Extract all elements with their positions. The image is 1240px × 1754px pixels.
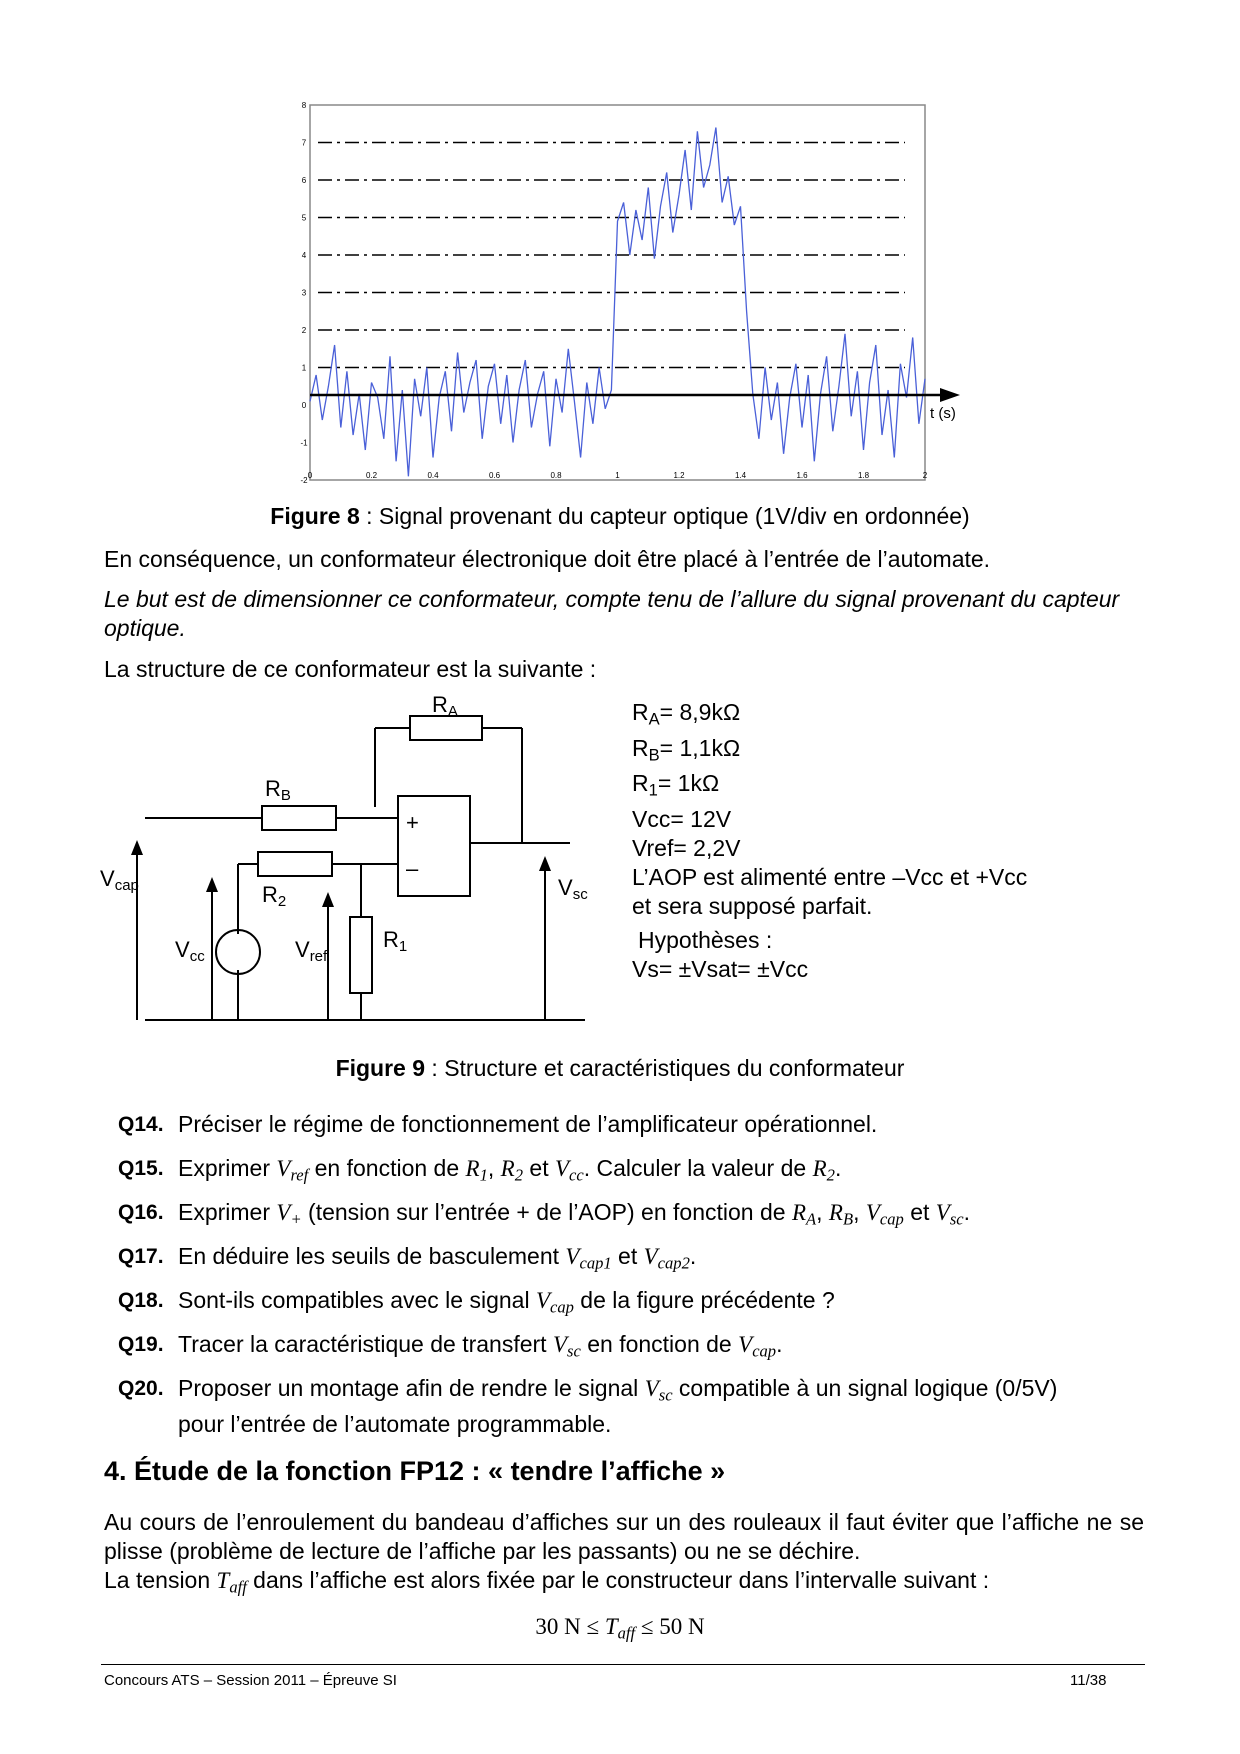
- x-tick-label: 1: [615, 471, 620, 480]
- circuit-diagram: [95, 690, 610, 1035]
- question-text: Exprimer $V_{ref}$ en fonction de $R_1$, $R_2$ et $V_{cc}$. Calculer la valeur de $R_2$.: [178, 1155, 842, 1185]
- question-number: Q16.: [118, 1201, 164, 1224]
- x-tick-label: 1.4: [734, 471, 747, 480]
- tension-inequality: 30 $N \le T_{aff} \le 50$ N: [535, 1614, 705, 1643]
- hypotheses-title: Hypothèses :: [638, 927, 773, 953]
- time-axis-arrow-icon: [940, 388, 960, 402]
- question-q16: [118, 1198, 1138, 1234]
- opamp-minus: –: [406, 856, 419, 881]
- paragraph-goal: Le but est de dimensionner ce conformateur, compte tenu de l’allure du signal provenant du capteur optique.: [104, 586, 1120, 641]
- spec-rb: $R_B= 1,1k\Omega$: [632, 734, 741, 765]
- x-tick-label: 2: [922, 471, 928, 480]
- resistor-rb: [262, 806, 336, 830]
- spec-r1: $R_1= 1k\Omega$: [632, 770, 720, 800]
- footer-left: Concours ATS – Session 2011 – Épreuve SI: [104, 1672, 397, 1689]
- question-q20: [118, 1374, 1138, 1439]
- y-tick-label: 6: [301, 176, 307, 185]
- x-tick-label: 1.6: [796, 471, 808, 480]
- question-q18: [118, 1286, 1138, 1322]
- vref-arrow-icon: [322, 892, 334, 907]
- y-tick-label: 4: [301, 251, 307, 260]
- hypotheses: [632, 926, 1132, 984]
- y-tick-label: 5: [301, 213, 307, 223]
- section-4-title: 4. Étude de la fonction FP12 : « tendre l’affiche »: [104, 1456, 726, 1486]
- x-tick-label: 0.2: [365, 471, 378, 480]
- question-text: Proposer un montage afin de rendre le signal $V_{sc}$ compatible à un signal logique (0/5V) pour l’entrée de l’automate programmable.: [178, 1375, 1058, 1437]
- x-tick-label: 0: [307, 471, 313, 480]
- y-tick-label: 3: [301, 288, 307, 298]
- section-4-paragraph: Au cours de l’enroulement du bandeau d’affiches sur un des rouleaux il faut éviter que l’affiche ne se plisse (problème de lecture de l’affiche par les passants) ou ne se déchire.: [104, 1509, 1144, 1564]
- spec-vcc: Vcc= 12V: [632, 805, 732, 832]
- vcc-source: [216, 930, 260, 974]
- vcap-arrow-icon: [131, 840, 143, 855]
- question-number: Q17.: [118, 1245, 164, 1268]
- figure9-caption-text: : Structure et caractéristiques du conformateur: [425, 1055, 905, 1081]
- spec-aop-supply: L’AOP est alimenté entre –Vcc et +Vcc: [632, 863, 1028, 890]
- label-ra: RA: [432, 692, 458, 720]
- x-tick-label: 0.4: [427, 471, 439, 480]
- label-vcc: Vcc: [175, 937, 205, 965]
- x-tick-label: 0.6: [488, 471, 501, 480]
- question-q15: [118, 1154, 1138, 1190]
- hypotheses-value: Vs= ±Vsat= ±Vcc: [632, 956, 809, 982]
- question-text: En déduire les seuils de basculement $V_{cap1}$ et $V_{cap2}$.: [178, 1243, 697, 1273]
- y-tick-label: 7: [301, 138, 307, 148]
- paragraph-structure: La structure de ce conformateur est la suivante :: [104, 656, 597, 682]
- x-tick-label: 1.8: [857, 471, 870, 480]
- footer-divider: [101, 1664, 1145, 1665]
- resistor-r1: [350, 917, 372, 993]
- label-vcap: Vcap: [100, 866, 139, 894]
- figure8-caption-text: : Signal provenant du capteur optique (1V/div en ordonnée): [359, 503, 970, 529]
- question-text: Préciser le régime de fonctionnement de l’amplificateur opérationnel.: [178, 1111, 878, 1137]
- opamp-plus: +: [406, 810, 419, 835]
- figure9-caption: [0, 1054, 1240, 1083]
- y-tick-label: -2: [300, 476, 308, 485]
- x-axis-label: t (s): [930, 405, 956, 422]
- x-tick-label: 0.8: [550, 471, 562, 480]
- question-number: Q14.: [118, 1113, 164, 1136]
- label-r1: R1: [383, 927, 408, 955]
- label-vsc: Vsc: [558, 875, 588, 903]
- y-tick-label: 8: [301, 101, 307, 110]
- y-tick-label: 2: [301, 326, 307, 335]
- resistor-ra: [410, 716, 482, 740]
- resistor-r2: [258, 852, 332, 876]
- y-tick-label: 0: [301, 401, 307, 410]
- question-number: Q19.: [118, 1333, 164, 1356]
- vsc-arrow-icon: [539, 856, 551, 871]
- figure8-caption: [0, 502, 1240, 531]
- label-rb: RB: [265, 776, 291, 804]
- label-vref: Vref: [295, 937, 328, 965]
- figure9-label: Figure 9: [335, 1055, 426, 1081]
- section-4-tension: La tension $T_{aff}$ dans l’affiche est alors fixée par le constructeur dans l’intervalle suivant :: [104, 1567, 990, 1597]
- question-number: Q20.: [118, 1377, 164, 1400]
- footer-page-number: 11/38: [1070, 1672, 1107, 1689]
- spec-aop-perfect: et sera supposé parfait.: [632, 892, 873, 919]
- question-text: Tracer la caractéristique de transfert $V_{sc}$ en fonction de $V_{cap}$.: [178, 1331, 783, 1361]
- question-q14: [118, 1110, 1138, 1139]
- label-r2: R2: [262, 882, 287, 910]
- question-q17: [118, 1242, 1138, 1278]
- spec-ra: $R_A= 8,9k\Omega$: [632, 699, 741, 729]
- circuit-specs: [632, 698, 1192, 921]
- vcc-arrow-icon: [206, 877, 218, 892]
- question-text: Exprimer $V_+$ (tension sur l’entrée + de l’AOP) en fonction de $R_A$, $R_B$, $V_{cap}$ et $V_{sc}$.: [178, 1199, 971, 1229]
- x-tick-label: 1.2: [673, 471, 685, 480]
- question-number: Q18.: [118, 1289, 164, 1312]
- figure8-chart: [300, 100, 960, 485]
- y-tick-label: -1: [300, 438, 308, 448]
- question-number: Q15.: [118, 1157, 164, 1180]
- question-q19: [118, 1330, 1138, 1366]
- spec-vref: Vref= 2,2V: [632, 834, 741, 861]
- y-tick-label: 1: [301, 363, 307, 373]
- question-text: Sont-ils compatibles avec le signal $V_{cap}$ de la figure précédente ?: [178, 1287, 835, 1317]
- paragraph-consequence: En conséquence, un conformateur électronique doit être placé à l’entrée de l’automate.: [104, 546, 991, 572]
- figure8-label: Figure 8: [270, 503, 360, 529]
